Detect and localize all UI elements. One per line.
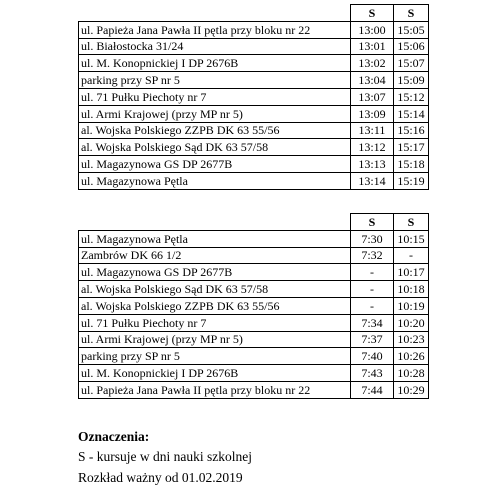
departure-time-cell: 13:14 xyxy=(351,172,394,189)
table-row xyxy=(79,105,429,122)
departure-time-cell: 7:44 xyxy=(351,381,394,398)
departure-time-cell: 15:12 xyxy=(394,88,429,105)
table-row xyxy=(79,297,429,314)
table-row xyxy=(79,55,429,72)
timetable-1-body xyxy=(79,5,429,190)
timetable-2 xyxy=(78,213,429,399)
departure-time-cell: 15:18 xyxy=(394,156,429,173)
departure-time-cell: 15:06 xyxy=(394,38,429,55)
departure-time-cell: 10:20 xyxy=(394,314,429,331)
stop-name-cell: ul. Magazynowa Pętla xyxy=(79,172,351,189)
departure-time-cell: 10:17 xyxy=(394,264,429,281)
table-row xyxy=(79,72,429,89)
table-header-row xyxy=(79,5,429,22)
stop-name-cell: ul. Magazynowa GS DP 2677B xyxy=(79,156,351,173)
departure-time-cell: 15:07 xyxy=(394,55,429,72)
stop-name-cell: ul. Armi Krajowej (przy MP nr 5) xyxy=(79,331,351,348)
table-row xyxy=(79,156,429,173)
stop-name-cell: ul. M. Konopnickiej I DP 2676B xyxy=(79,55,351,72)
table-row xyxy=(79,314,429,331)
header-blank-cell xyxy=(79,214,351,231)
departure-time-cell: 10:26 xyxy=(394,348,429,365)
stop-name-cell: al. Wojska Polskiego ZZPB DK 63 55/56 xyxy=(79,122,351,139)
header-cell: S xyxy=(394,5,429,22)
table-row xyxy=(79,247,429,264)
stop-name-cell: ul. Magazynowa GS DP 2677B xyxy=(79,264,351,281)
stop-name-cell: ul. M. Konopnickiej I DP 2676B xyxy=(79,365,351,382)
header-blank-cell xyxy=(79,5,351,22)
table-row xyxy=(79,281,429,298)
table-row xyxy=(79,348,429,365)
table-row xyxy=(79,38,429,55)
departure-time-cell: 13:00 xyxy=(351,21,394,38)
departure-time-cell: 10:19 xyxy=(394,297,429,314)
departure-time-cell: 7:37 xyxy=(351,331,394,348)
stop-name-cell: al. Wojska Polskiego Sąd DK 63 57/58 xyxy=(79,281,351,298)
departure-time-cell: 10:29 xyxy=(394,381,429,398)
departure-time-cell: 10:18 xyxy=(394,281,429,298)
stop-name-cell: ul. Białostocka 31/24 xyxy=(79,38,351,55)
stop-name-cell: Zambrów DK 66 1/2 xyxy=(79,247,351,264)
table-row xyxy=(79,331,429,348)
departure-time-cell: 13:02 xyxy=(351,55,394,72)
table-header-row xyxy=(79,214,429,231)
stop-name-cell: parking przy SP nr 5 xyxy=(79,72,351,89)
stop-name-cell: ul. Papieża Jana Pawła II pętla przy bloku nr 22 xyxy=(79,381,351,398)
table-row xyxy=(79,88,429,105)
legend-title: Oznaczenia: xyxy=(78,429,150,444)
stop-name-cell: ul. 71 Pułku Piechoty nr 7 xyxy=(79,314,351,331)
departure-time-cell: 7:40 xyxy=(351,348,394,365)
table-row xyxy=(79,122,429,139)
departure-time-cell: 13:13 xyxy=(351,156,394,173)
header-cell: S xyxy=(351,5,394,22)
table-row xyxy=(79,365,429,382)
header-cell: S xyxy=(394,214,429,231)
departure-time-cell: 13:04 xyxy=(351,72,394,89)
departure-time-cell: 13:09 xyxy=(351,105,394,122)
table-row xyxy=(79,264,429,281)
departure-time-cell: 13:01 xyxy=(351,38,394,55)
departure-time-cell: 15:19 xyxy=(394,172,429,189)
stop-name-cell: al. Wojska Polskiego ZZPB DK 63 55/56 xyxy=(79,297,351,314)
departure-time-cell: - xyxy=(394,247,429,264)
departure-time-cell: 7:32 xyxy=(351,247,394,264)
stop-name-cell: al. Wojska Polskiego Sąd DK 63 57/58 xyxy=(79,139,351,156)
departure-time-cell: - xyxy=(351,281,394,298)
table-row xyxy=(79,381,429,398)
departure-time-cell: 7:34 xyxy=(351,314,394,331)
legend-valid-from: Rozkład ważny od 01.02.2019 xyxy=(78,470,243,485)
departure-time-cell: 13:11 xyxy=(351,122,394,139)
table-row xyxy=(79,172,429,189)
departure-time-cell: 15:17 xyxy=(394,139,429,156)
departure-time-cell: 15:14 xyxy=(394,105,429,122)
timetable-2-body xyxy=(79,214,429,399)
departure-time-cell: 13:12 xyxy=(351,139,394,156)
departure-time-cell: 15:05 xyxy=(394,21,429,38)
stop-name-cell: ul. Papieża Jana Pawła II pętla przy bloku nr 22 xyxy=(79,21,351,38)
departure-time-cell: 10:28 xyxy=(394,365,429,382)
stop-name-cell: parking przy SP nr 5 xyxy=(79,348,351,365)
table-row xyxy=(79,139,429,156)
departure-time-cell: 10:23 xyxy=(394,331,429,348)
departure-time-cell: 13:07 xyxy=(351,88,394,105)
table-row xyxy=(79,230,429,247)
legend-s-note: S - kursuje w dni nauki szkolnej xyxy=(78,449,252,464)
departure-time-cell: 10:15 xyxy=(394,230,429,247)
departure-time-cell: - xyxy=(351,297,394,314)
departure-time-cell: 7:43 xyxy=(351,365,394,382)
departure-time-cell: - xyxy=(351,264,394,281)
departure-time-cell: 7:30 xyxy=(351,230,394,247)
timetable-1 xyxy=(78,4,429,190)
stop-name-cell: ul. Armi Krajowej (przy MP nr 5) xyxy=(79,105,351,122)
table-row xyxy=(79,21,429,38)
departure-time-cell: 15:09 xyxy=(394,72,429,89)
header-cell: S xyxy=(351,214,394,231)
stop-name-cell: ul. 71 Pułku Piechoty nr 7 xyxy=(79,88,351,105)
stop-name-cell: ul. Magazynowa Pętla xyxy=(79,230,351,247)
departure-time-cell: 15:16 xyxy=(394,122,429,139)
